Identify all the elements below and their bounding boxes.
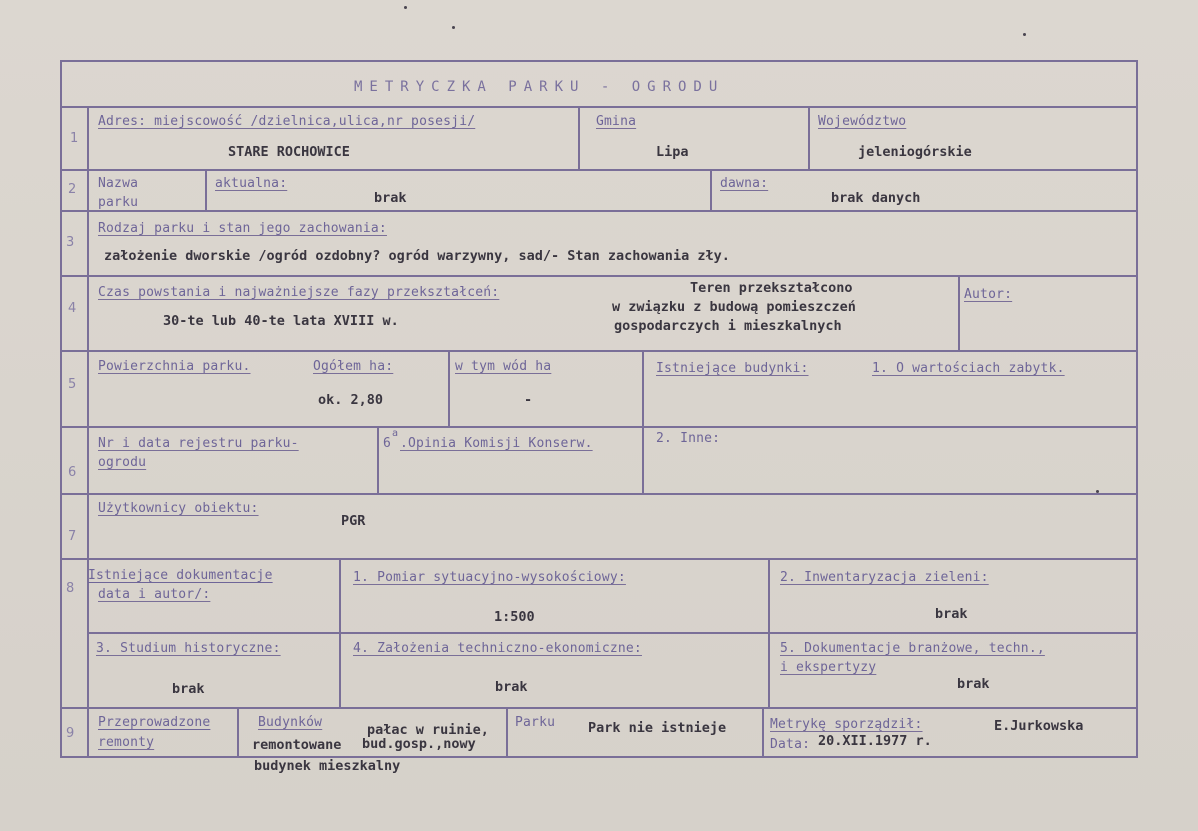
park-repaired-value: Park nie istnieje: [588, 720, 727, 736]
repairs-label: remonty: [98, 735, 155, 750]
origin-value: 30-te lub 40-te lata XVIII w.: [163, 313, 399, 329]
voivodeship-value: jeleniogórskie: [858, 144, 972, 160]
current-name-value: brak: [374, 190, 407, 206]
opinion-sup: a: [392, 428, 399, 439]
documentation-label: Istniejące dokumentacje: [88, 568, 273, 583]
current-name-label: aktualna:: [215, 176, 288, 191]
row-number: 2: [68, 182, 77, 197]
date-value: 20.XII.1977 r.: [818, 733, 932, 749]
row-line: [60, 558, 1138, 560]
gmina-label: Gmina: [596, 114, 637, 129]
row-number: 1: [70, 131, 79, 146]
transformation-note: gospodarczych i mieszkalnych: [614, 318, 842, 334]
cell-divider: [808, 106, 810, 170]
park-type-label: Rodzaj parku i stan jego zachowania:: [98, 221, 387, 236]
cell-divider: [958, 275, 960, 351]
address-value: STARE ROCHOWICE: [228, 144, 350, 160]
transformation-note: Teren przekształcono: [690, 280, 853, 296]
cell-divider: [642, 350, 644, 494]
frame-left: [60, 60, 62, 758]
buildings-repaired-label: remontowane: [252, 737, 342, 753]
other-buildings-label: 2. Inne:: [656, 431, 721, 446]
row-number: 8: [66, 581, 75, 596]
cell-divider: [377, 426, 379, 494]
gmina-value: Lipa: [656, 144, 689, 160]
origin-label: Czas powstania i najważniejsze fazy przekształceń:: [98, 285, 500, 300]
survey-value: 1:500: [494, 609, 535, 625]
prepared-by-value: E.Jurkowska: [994, 718, 1084, 734]
row-number: 4: [68, 301, 77, 316]
cell-divider: [710, 169, 712, 211]
greenery-value: brak: [935, 606, 968, 622]
users-label: Użytkownicy obiektu:: [98, 501, 259, 516]
cell-divider: [578, 106, 580, 170]
row-number: 3: [66, 235, 75, 250]
existing-buildings-label: Istniejące budynki:: [656, 361, 809, 376]
total-area-label: Ogółem ha:: [313, 359, 394, 374]
cell-divider: [237, 707, 239, 757]
water-area-value: -: [524, 392, 533, 408]
park-name-label: Nazwa: [98, 176, 139, 191]
paper-speck: [404, 6, 407, 9]
branch-docs-label: 5. Dokumentacje branżowe, techn.,: [780, 641, 1045, 656]
branch-docs-label: i ekspertyzy: [780, 660, 877, 675]
transformation-note: w związku z budową pomieszczeń: [612, 299, 856, 315]
former-name-label: dawna:: [720, 176, 769, 191]
park-type-value: założenie dworskie /ogród ozdobny? ogród warzywny, sad/- Stan zachowania zły.: [104, 248, 730, 264]
users-value: PGR: [341, 513, 366, 529]
card-title: METRYCZKA PARKU - OGRODU: [354, 79, 725, 95]
cell-divider: [339, 558, 341, 708]
tech-eco-label: 4. Założenia techniczno-ekonomiczne:: [353, 641, 642, 656]
register-label: Nr i data rejestru parku-: [98, 436, 299, 451]
author-label: Autor:: [964, 287, 1013, 302]
paper-speck: [1023, 33, 1026, 36]
total-area-value: ok. 2,80: [318, 392, 384, 408]
address-label: Adres: miejscowość /dzielnica,ulica,nr posesji/: [98, 114, 476, 129]
row-number: 6: [68, 465, 77, 480]
date-label: Data:: [770, 737, 811, 752]
row-line: [60, 707, 1138, 709]
existing-buildings-sub: 1. O wartościach zabytk.: [872, 361, 1065, 376]
buildings-repaired-value: budynek mieszkalny: [254, 758, 401, 774]
cell-divider: [506, 707, 508, 757]
history-study-value: brak: [172, 681, 205, 697]
opinion-label: .Opinia Komisji Konserw.: [400, 436, 593, 451]
water-area-label: w tym wód ha: [455, 359, 552, 374]
row-line: [88, 632, 1138, 634]
repairs-label: Przeprowadzone: [98, 715, 211, 730]
buildings-repaired-label: Budynków: [258, 715, 323, 730]
area-label: Powierzchnia parku.: [98, 359, 251, 374]
row-line: [60, 210, 1138, 212]
opinion-number: 6: [383, 436, 392, 451]
cell-divider: [762, 707, 764, 757]
row-line: [60, 169, 1138, 171]
history-study-label: 3. Studium historyczne:: [96, 641, 281, 656]
frame-top: [60, 60, 1138, 62]
number-column-divider: [87, 106, 89, 758]
row-line: [60, 350, 1138, 352]
register-label: ogrodu: [98, 455, 147, 470]
row-number: 7: [68, 529, 77, 544]
park-name-label: parku: [98, 195, 139, 210]
tech-eco-value: brak: [495, 679, 528, 695]
row-number: 5: [68, 377, 77, 392]
row-line: [642, 426, 1138, 428]
paper-speck: [452, 26, 455, 29]
voivodeship-label: Województwo: [818, 114, 907, 129]
park-repaired-label: Parku: [515, 715, 556, 730]
former-name-value: brak danych: [831, 190, 921, 206]
cell-divider: [768, 558, 770, 708]
row-line: [60, 275, 1138, 277]
branch-docs-value: brak: [957, 676, 990, 692]
row-line: [60, 106, 1138, 108]
survey-label: 1. Pomiar sytuacyjno-wysokościowy:: [353, 570, 626, 585]
prepared-by-label: Metrykę sporządził:: [770, 717, 923, 732]
row-number: 9: [66, 726, 75, 741]
buildings-repaired-value: bud.gosp.,nowy: [362, 736, 476, 752]
frame-right: [1136, 60, 1138, 758]
cell-divider: [448, 350, 450, 427]
frame-bottom: [60, 756, 1138, 758]
buildings-repaired-value: pałac w ruinie,: [367, 722, 489, 738]
greenery-label: 2. Inwentaryzacja zieleni:: [780, 570, 989, 585]
cell-divider: [205, 169, 207, 211]
documentation-label: data i autor/:: [98, 587, 211, 602]
row-line: [60, 493, 1138, 495]
